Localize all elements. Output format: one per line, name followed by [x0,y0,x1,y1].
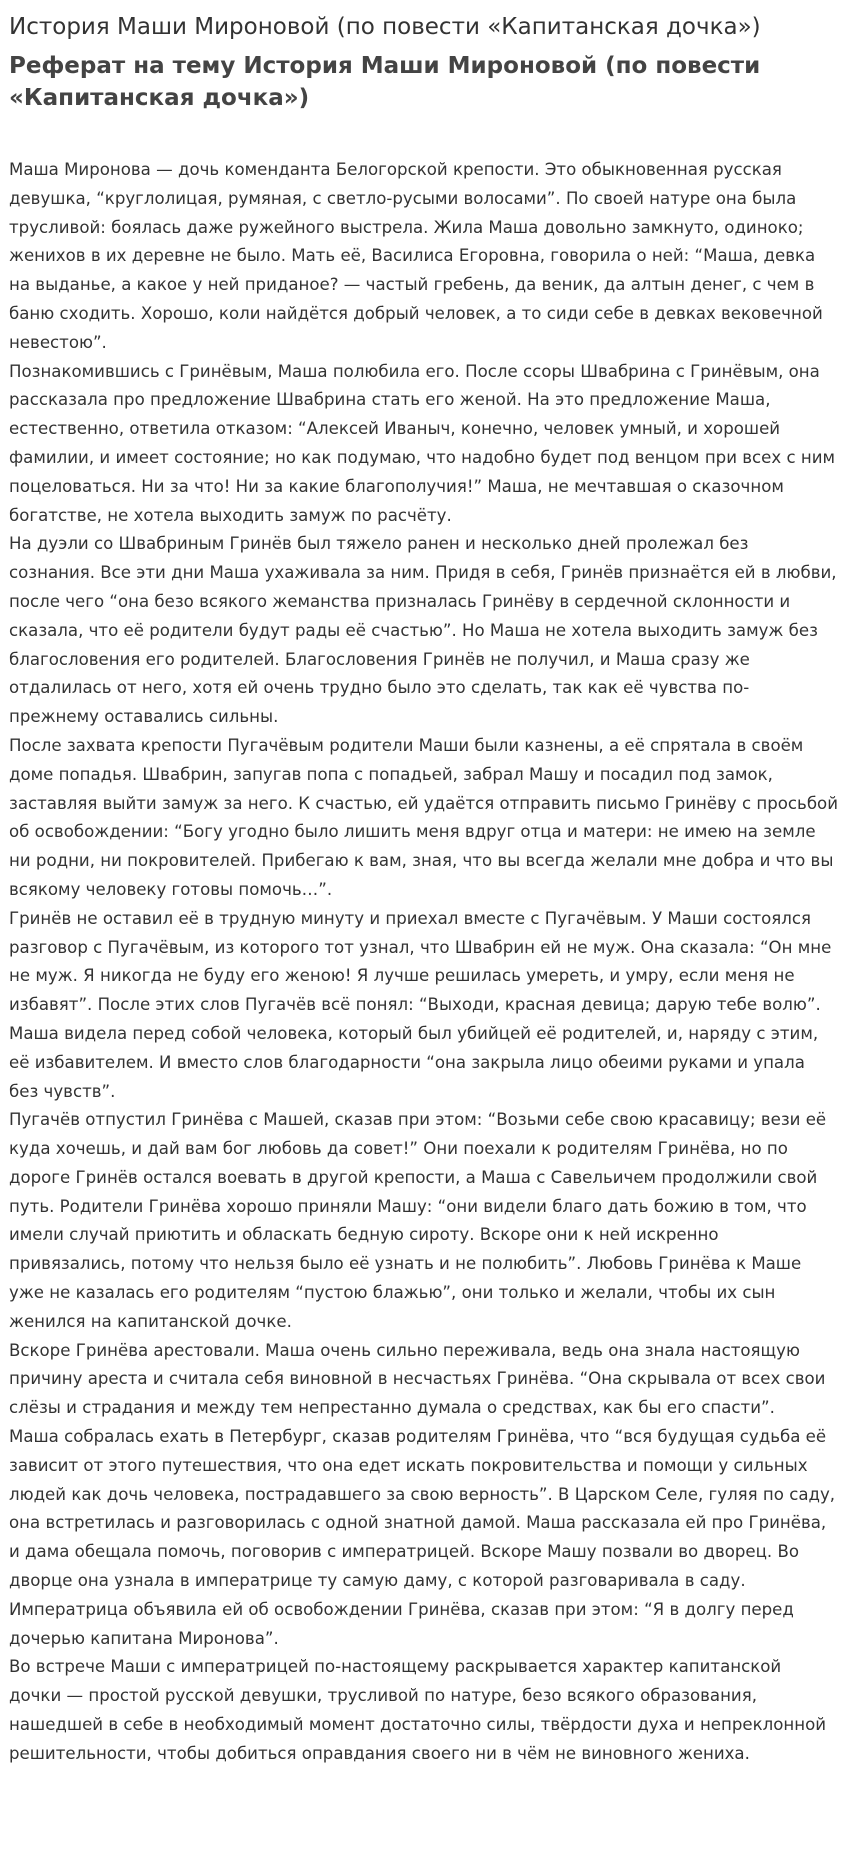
essay-paragraph: Вскоре Гринёва арестовали. Маша очень сильно переживала, ведь она знала настоящую причину ареста и считала себя виновной в несчастьях Гринёва. “Она скрывала от всех свои слёзы и страдания и между тем непрестанно думала о средствах, как бы его спасти”. [9,1340,826,1418]
essay-body [9,156,838,1769]
essay-paragraph: Гринёв не оставил её в трудную минуту и приехал вместе с Пугачёвым. У Маши состоялся разговор с Пугачёвым, из которого тот узнал, что Швабрин ей не муж. Она сказала: “Он мне не муж. Я никогда не буду его женою! Я лучше решилась умереть, и умру, если меня не избавят”. После этих слов Пугачёв всё понял: “Выходи, красная девица; дарую тебе волю”. Маша видела перед собой человека, который был убийцей её родителей, и, наряду с этим, её избавителем. И вместо слов благодарности “она закрыла лицо обеими руками и упала без чувств”. [9,908,832,1101]
essay-heading: Реферат на тему История Маши Мироновой (по повести «Капитанская дочка») [9,53,761,111]
essay-paragraph: После захвата крепости Пугачёвым родители Маши были казнены, а её спрятала в своём доме попадья. Швабрин, запугав попа с попадьей, забрал Машу и посадил под замок, заставляя выйти замуж за него. К счастью, ей удаётся отправить письмо Гринёву с просьбой об освобождении: “Богу угодно было лишить меня вдруг отца и матери: не имею на земле ни родни, ни покровителей. Прибегаю к вам, зная, что вы всегда желали мне добра и что вы всякому человеку готовы помочь…”. [9,735,838,899]
essay-paragraph: Познакомившись с Гринёвым, Маша полюбила его. После ссоры Швабрина с Гринёвым, она рассказала про предложение Швабрина стать его женой. На это предложение Маша, естественно, ответила отказом: “Алексей Иваныч, конечно, человек умный, и хорошей фамилии, и имеет состояние; но как подумаю, что надобно будет под венцом при всех с ним поцеловаться. Ни за что! Ни за какие благополучия!” Маша, не мечтавшая о сказочном богатстве, не хотела выходить замуж по расчёту. [9,361,836,525]
essay-paragraph: Маша собралась ехать в Петербург, сказав родителям Гринёва, что “вся будущая судьба её зависит от этого путешествия, что она едет искать покровительства и помощи у сильных людей как дочь человека, пострадавшего за свою верность”. В Царском Селе, гуляя по саду, она встретилась и разговорилась с одной знатной дамой. Маша рассказала ей про Гринёва, и дама обещала помочь, поговорив с императрицей. Вскоре Машу позвали во дворец. Во дворце она узнала в императрице ту самую даму, с которой разговаривала в саду. Императрица объявила ей об освобождении Гринёва, сказав при этом: “Я в долгу перед дочерью капитана Миронова”. [9,1427,836,1648]
essay-paragraph: Пугачёв отпустил Гринёва с Машей, сказав при этом: “Возьми себе свою красавицу; вези её куда хочешь, и дай вам бог любовь да совет!” Они поехали к родителям Гринёва, но по дороге Гринёв остался воевать в другой крепости, а Маша с Савельичем продолжили свой путь. Родители Гринёва хорошо приняли Машу: “они видели благо дать божию в том, что имели случай приютить и обласкать бедную сироту. Вскоре они к ней искренно привязались, потому что нельзя было её узнать и не полюбить”. Любовь Гринёва к Маше уже не казалась его родителям “пустою блажью”, они только и желали, чтобы их сын женился на капитанской дочке. [9,1110,827,1331]
essay-paragraph: На дуэли со Швабриным Гринёв был тяжело ранен и несколько дней пролежал без сознания. Все эти дни Маша ухаживала за ним. Придя в себя, Гринёв признаётся ей в любви, после чего “она безо всякого жеманства призналась Гринёву в сердечной склонности и сказала, что её родители будут рады её счастью”. Но Маша не хотела выходить замуж без благословения его родителей. Благословения Гринёв не получил, и Маша сразу же отдалилась от него, хотя ей очень трудно было это сделать, так как её чувства по-прежнему оставались сильны. [9,534,837,727]
essay-paragraph: Во встрече Маши с императрицей по-настоящему раскрывается характер капитанской дочки — простой русской девушки, трусливой по натуре, безо всякого образования, нашедшей в себе в необходимый момент достаточно силы, твёрдости духа и непреклонной решительности, чтобы добиться оправдания своего ни в чём не виновного жениха. [9,1657,827,1763]
page-title: История Маши Мироновой (по повести «Капитанская дочка») [9,14,761,40]
essay-paragraph: Маша Миронова — дочь коменданта Белогорской крепости. Это обыкновенная русская девушка, “круглолицая, румяная, с светло-русыми волосами”. По своей натуре она была трусливой: боялась даже ружейного выстрела. Жила Маша довольно замкнуто, одиноко; женихов в их деревне не было. Мать её, Василиса Егоровна, говорила о ней: “Маша, девка на выданье, а какое у ней приданое? — частый гребень, да веник, да алтын денег, с чем в баню сходить. Хорошо, коли найдётся добрый человек, а то сиди себе в девках вековечной невестою”. [9,160,823,352]
